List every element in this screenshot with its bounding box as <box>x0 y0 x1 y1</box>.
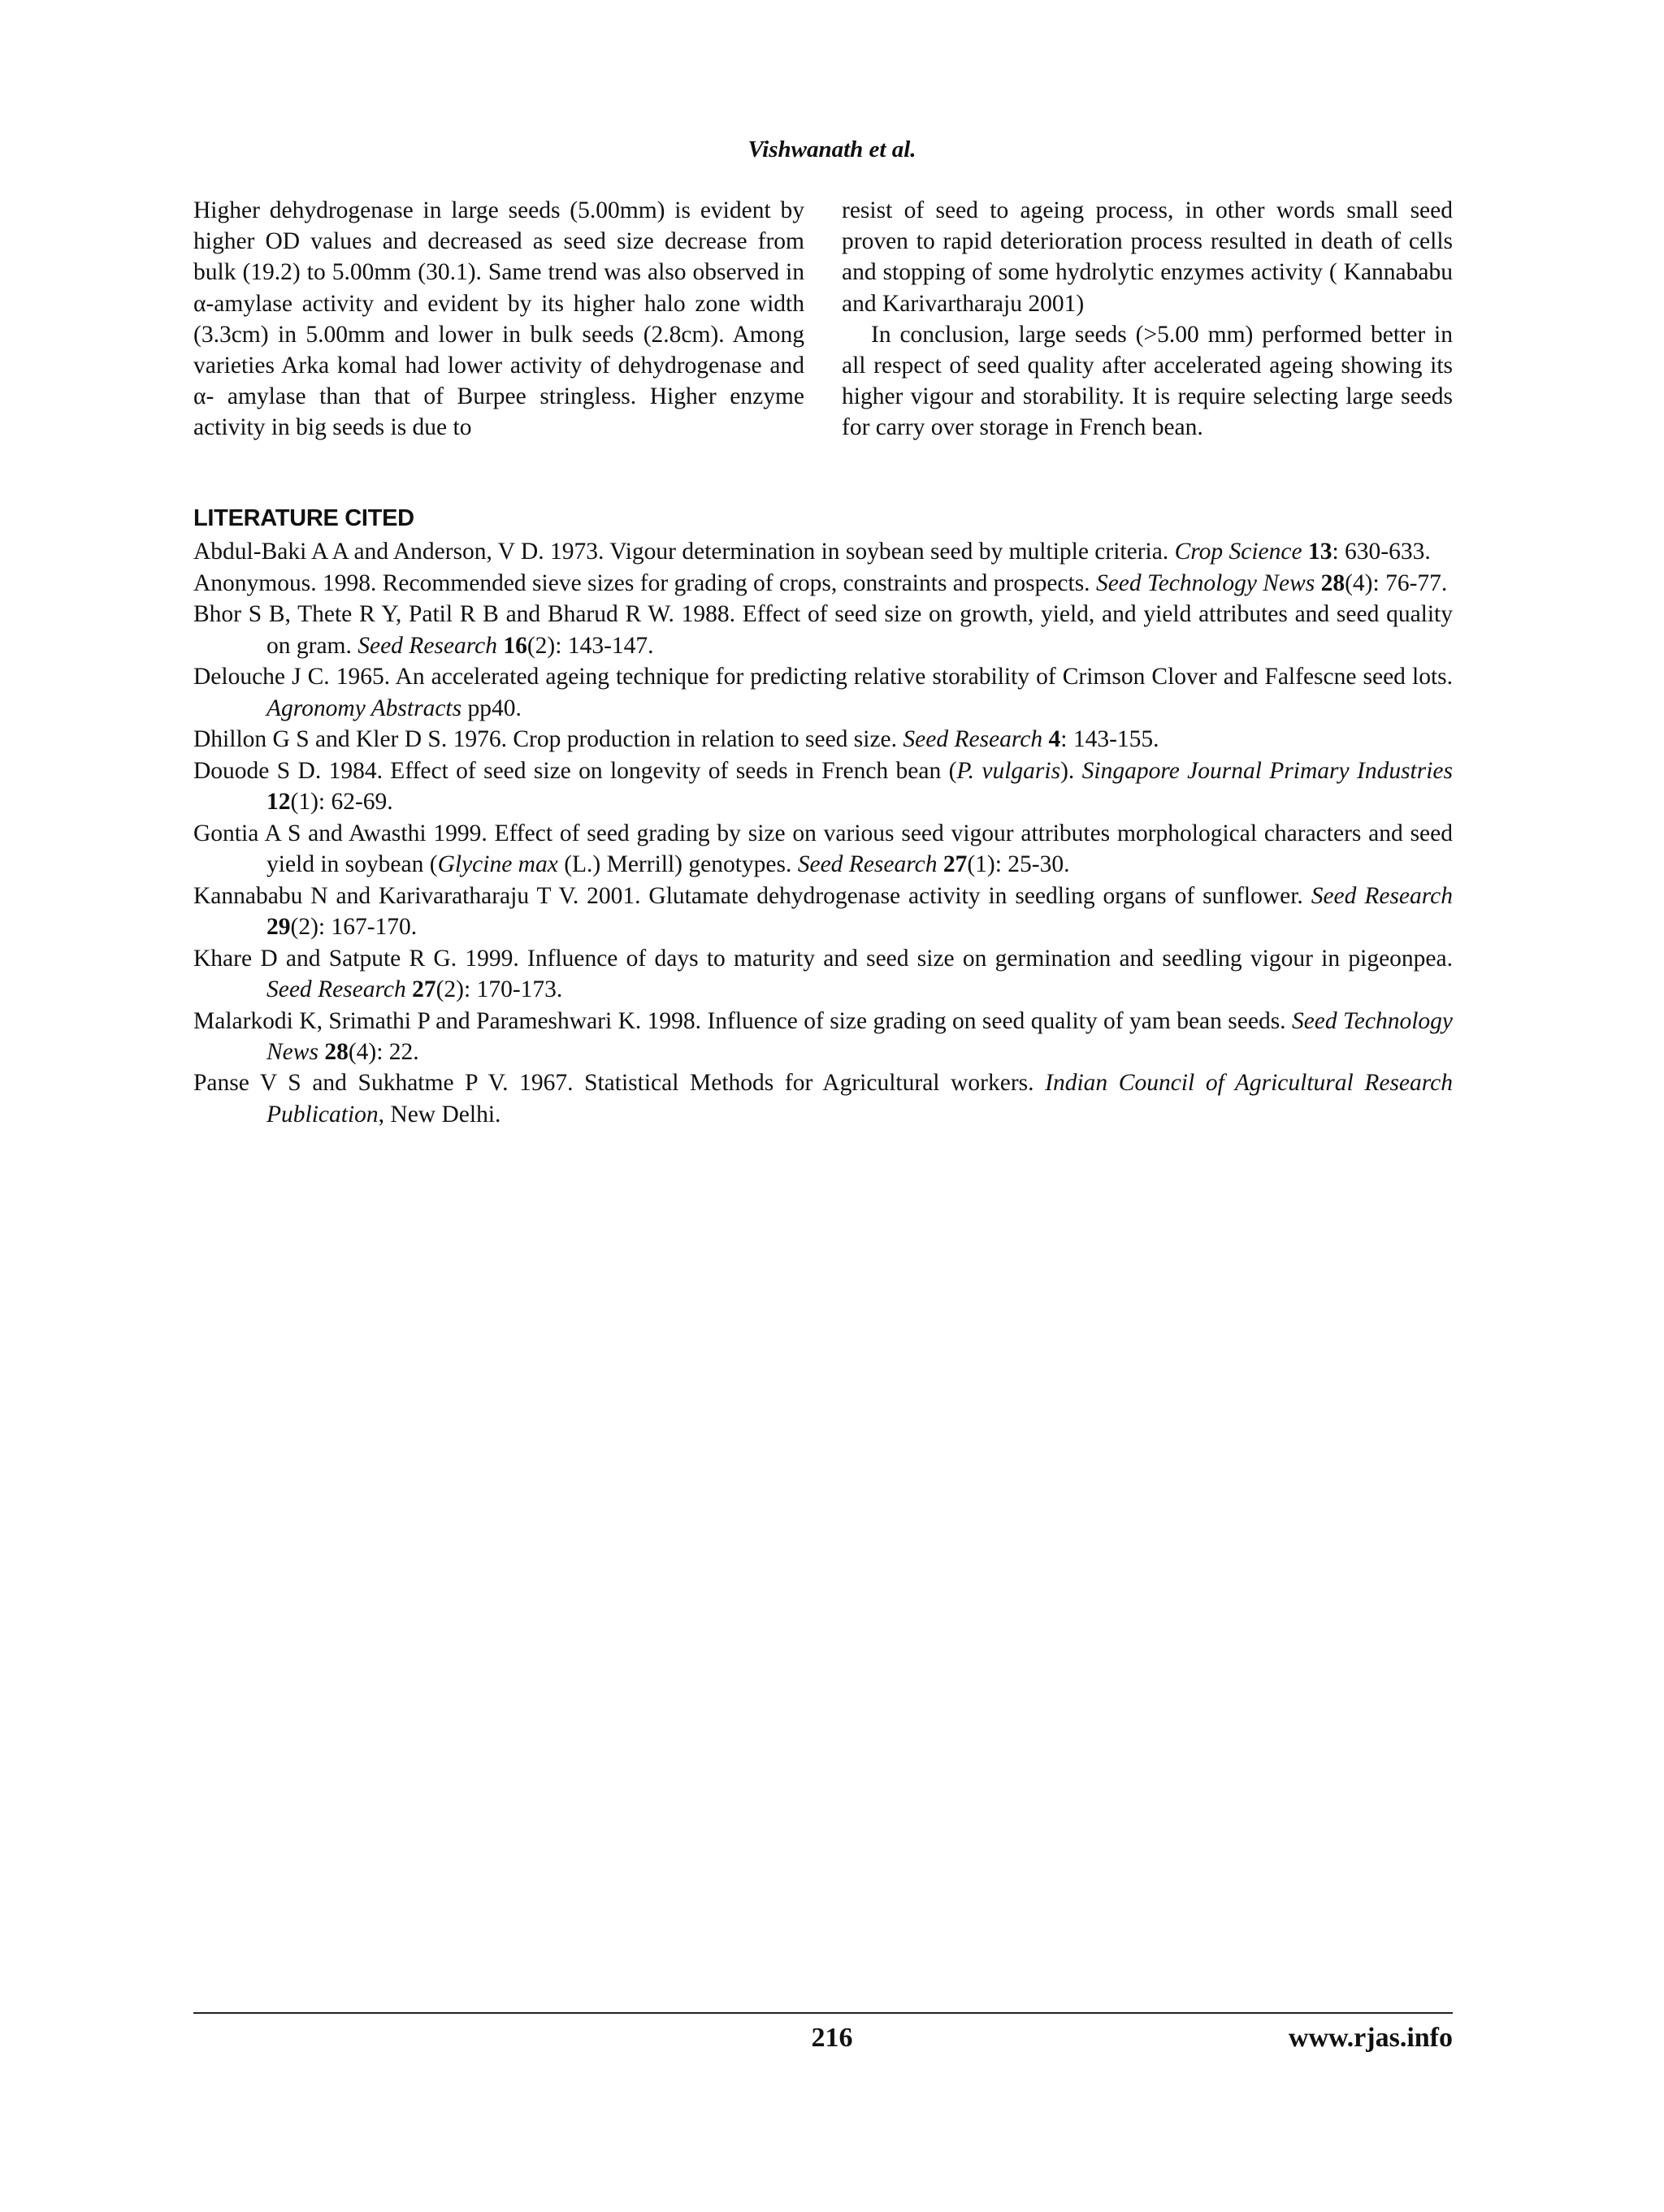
reference-item: Khare D and Satpute R G. 1999. Influence of days to maturity and seed size on germination and seedling vigour in pigeonpea. Seed Research 27(2): 170-173. <box>193 945 1453 1002</box>
reference-item: Douode S D. 1984. Effect of seed size on longevity of seeds in French bean (P. vulgaris). Singapore Journal Primary Industries 12(1): 62-69. <box>193 757 1453 816</box>
reference-item: Abdul-Baki A A and Anderson, V D. 1973. Vigour determination in soybean seed by multiple criteria. Crop Science 13: 630-633. <box>193 539 1431 565</box>
reference-item: Anonymous. 1998. Recommended sieve sizes for grading of crops, constraints and prospects. Seed Technology News 28(4): 76-77. <box>193 569 1448 596</box>
reference-item: Malarkodi K, Srimathi P and Parameshwari K. 1998. Influence of size grading on seed quality of yam bean seeds. Seed Technology News 28(4): 22. <box>193 1007 1453 1065</box>
right-column <box>842 195 1453 444</box>
reference-item: Delouche J C. 1965. An accelerated ageing technique for predicting relative storability of Crimson Clover and Falfescne seed lots. Agronomy Abstracts pp40. <box>193 664 1453 721</box>
page-number: 216 <box>811 2023 853 2053</box>
reference-item: Gontia A S and Awasthi 1999. Effect of seed grading by size on various seed vigour attributes morphological characters and seed yield in soybean (Glycine max (L.) Merrill) genotypes. Seed Research 27(1): 25-30. <box>193 820 1453 878</box>
footer-rule <box>193 2012 1453 2014</box>
reference-list <box>193 536 1453 1130</box>
paragraph: resist of seed to ageing process, in other words small seed proven to rapid deterioration process resulted in death of cells and stopping of some hydrolytic enzymes activity ( Kannababu and Karivartharaju 2001) <box>842 197 1453 317</box>
reference-item: Kannababu N and Karivaratharaju T V. 2001. Glutamate dehydrogenase activity in seedling organs of sunflower. Seed Research 29(2): 167-170. <box>193 882 1453 940</box>
running-head: Vishwanath et al. <box>748 136 916 162</box>
paragraph-conclusion: In conclusion, large seeds (>5.00 mm) performed better in all respect of seed quality after accelerated ageing showing its higher vigour and storability. It is require selecting large seeds for carry over storage in French bean. <box>842 321 1453 441</box>
reference-item: Bhor S B, Thete R Y, Patil R B and Bharud R W. 1988. Effect of seed size on growth, yield, and yield attributes and seed quality on gram. Seed Research 16(2): 143-147. <box>193 601 1453 659</box>
footer-url: www.rjas.info <box>1288 2023 1453 2053</box>
reference-item: Dhillon G S and Kler D S. 1976. Crop production in relation to seed size. Seed Research 4: 143-155. <box>193 726 1159 753</box>
left-column <box>193 195 804 444</box>
paragraph: Higher dehydrogenase in large seeds (5.00mm) is evident by higher OD values and decreased as seed size decrease from bulk (19.2) to 5.00mm (30.1). Same trend was also observed in α-amylase activity and evident by its higher halo zone width (3.3cm) in 5.00mm and lower in bulk seeds (2.8cm). Among varieties Arka komal had lower activity of dehydrogenase and α- amylase than that of Burpee stringless. Higher enzyme activity in big seeds is due to <box>193 197 804 441</box>
reference-item: Panse V S and Sukhatme P V. 1967. Statistical Methods for Agricultural workers. Indian Council of Agricultural Research Publication, New Delhi. <box>193 1070 1454 1128</box>
body-columns <box>193 195 1453 444</box>
literature-heading: LITERATURE CITED <box>193 505 414 531</box>
